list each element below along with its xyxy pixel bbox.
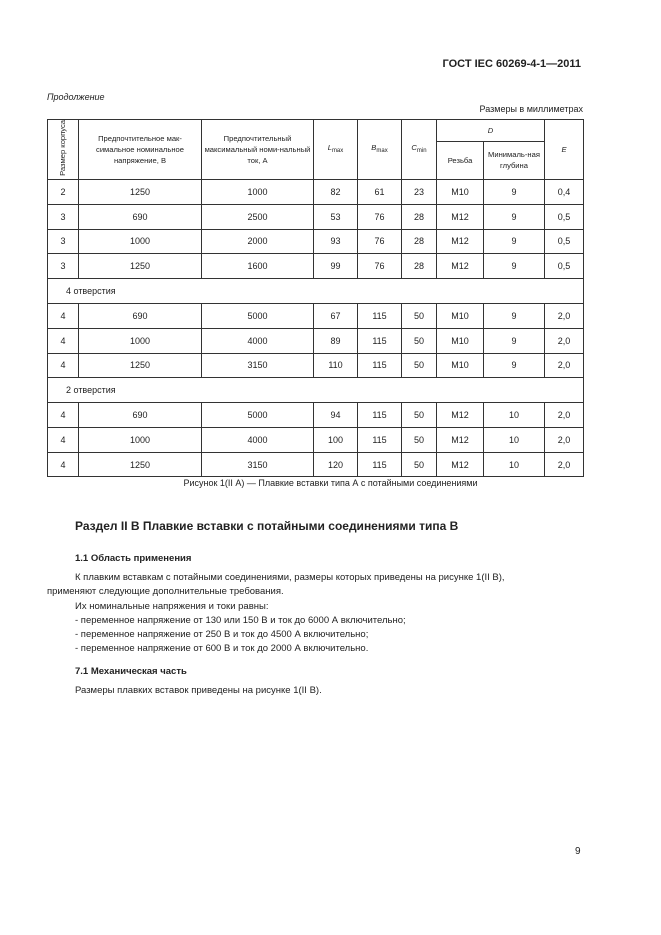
continuation-label: Продолжение [47,92,105,102]
table-cell: 1000 [79,328,202,353]
table-cell: 93 [314,229,358,254]
page-number: 9 [575,846,581,857]
table-cell: 10 [484,452,545,477]
table-cell: 110 [314,353,358,378]
header-size: Размер корпуса [48,120,79,180]
header-e: E [545,120,584,180]
table-cell: 4 [48,427,79,452]
table-cell: 0,5 [545,254,584,279]
dimensions-table [47,119,584,477]
table-cell: 9 [484,353,545,378]
header-bmax: $B_{max}$ [358,120,402,180]
table-cell: 2000 [202,229,314,254]
table-cell: 76 [358,204,402,229]
header-current: Предпочтительный максимальный номи-нальный ток, А [202,120,314,180]
table-cell: 4000 [202,328,314,353]
table-row [48,179,584,204]
table-cell: M10 [437,179,484,204]
table-row [48,204,584,229]
table-cell: 4 [48,452,79,477]
table-row [48,229,584,254]
table-cell: 50 [402,303,437,328]
table-cell: 67 [314,303,358,328]
table-cell: 1250 [79,353,202,378]
table-cell: M12 [437,254,484,279]
paragraph-line: применяют следующие дополнительные требования. [47,586,284,597]
table-cell: 3150 [202,353,314,378]
table-cell: 100 [314,427,358,452]
table-cell: 115 [358,303,402,328]
table-row [48,328,584,353]
table-cell: 9 [484,303,545,328]
table-cell: 2,0 [545,427,584,452]
table-cell: 10 [484,427,545,452]
table-cell: M12 [437,229,484,254]
table-cell: 76 [358,229,402,254]
table-cell: 690 [79,303,202,328]
table-cell: 2,0 [545,303,584,328]
paragraph-line: К плавким вставкам с потайными соединениями, размеры которых приведены на рисунке 1(II В), [75,572,505,583]
table-cell: 4000 [202,427,314,452]
table-cell: 0,5 [545,229,584,254]
section-title: Раздел II В Плавкие вставки с потайными соединениями типа В [75,519,459,533]
table-cell: 28 [402,254,437,279]
table-cell: 120 [314,452,358,477]
list-item: - переменное напряжение от 130 или 150 В и ток до 6000 А включительно; [75,615,406,626]
header-voltage: Предпочтительное мак-симальное номинальное напряжение, В [79,120,202,180]
header-min-depth: Минималь-ная глубина [484,141,545,179]
table-cell: 4 [48,403,79,428]
table-cell: 1600 [202,254,314,279]
subsection-heading-scope: 1.1 Область применения [75,553,192,564]
table-cell: 1000 [79,427,202,452]
table-cell: 690 [79,204,202,229]
table-row [48,403,584,428]
table-cell: 4 [48,328,79,353]
table-cell: 5000 [202,303,314,328]
document-header: ГОСТ IEC 60269-4-1—2011 [442,58,581,70]
table-row [48,427,584,452]
table-cell: 2500 [202,204,314,229]
table-cell: 23 [402,179,437,204]
table-cell: 2,0 [545,353,584,378]
table-cell: 53 [314,204,358,229]
table-cell: 50 [402,403,437,428]
figure-caption: Рисунок 1(II А) — Плавкие вставки типа А с потайными соединениями [183,478,478,488]
table-cell: 9 [484,328,545,353]
table-cell: 2,0 [545,328,584,353]
table-cell: 115 [358,403,402,428]
table-cell: 94 [314,403,358,428]
header-lmax: $L_{max}$ [314,120,358,180]
table-cell: 50 [402,328,437,353]
table-cell: M12 [437,452,484,477]
units-label: Размеры в миллиметрах [479,104,583,114]
table-cell: 690 [79,403,202,428]
group-label: 2 отверстия [48,378,584,403]
table-cell: 2,0 [545,403,584,428]
table-cell: 1250 [79,254,202,279]
table-cell: 50 [402,427,437,452]
table-cell: M12 [437,204,484,229]
table-cell: 2 [48,179,79,204]
list-item: - переменное напряжение от 250 В и ток до 4500 А включительно; [75,629,369,640]
table-cell: 3 [48,229,79,254]
table-cell: 9 [484,179,545,204]
table-cell: 1000 [79,229,202,254]
table-cell: 115 [358,452,402,477]
table-cell: 1000 [202,179,314,204]
table-cell: 9 [484,254,545,279]
subsection-heading-mechanical: 7.1 Механическая часть [75,666,187,677]
table-cell: 9 [484,229,545,254]
table-cell: 2,0 [545,452,584,477]
table-cell: 50 [402,353,437,378]
table-cell: M10 [437,328,484,353]
table-cell: 1250 [79,452,202,477]
table-cell: 0,5 [545,204,584,229]
table-cell: 3 [48,254,79,279]
table-cell: M10 [437,353,484,378]
table-cell: 10 [484,403,545,428]
table-cell: 115 [358,353,402,378]
table-cell: 115 [358,427,402,452]
group-label: 4 отверстия [48,279,584,304]
table-cell: 4 [48,353,79,378]
paragraph-line: Размеры плавких вставок приведены на рисунке 1(II В). [75,685,322,696]
header-d: D [437,120,545,142]
table-row [48,303,584,328]
table-cell: 99 [314,254,358,279]
table-cell: 3 [48,204,79,229]
table-cell: M12 [437,427,484,452]
table-cell: 1250 [79,179,202,204]
table-group-row [48,378,584,403]
table-cell: 4 [48,303,79,328]
table-cell: 61 [358,179,402,204]
table-cell: 115 [358,328,402,353]
list-item: - переменное напряжение от 600 В и ток до 2000 А включительно. [75,643,369,654]
table-cell: 5000 [202,403,314,428]
table-cell: 3150 [202,452,314,477]
table-cell: 76 [358,254,402,279]
header-thread: Резьба [437,141,484,179]
table-cell: 28 [402,204,437,229]
table-cell: M10 [437,303,484,328]
table-cell: 28 [402,229,437,254]
table-row [48,254,584,279]
table-body [48,179,584,477]
table-row [48,452,584,477]
table-group-row [48,279,584,304]
paragraph-line: Их номинальные напряжения и токи равны: [75,601,269,612]
table-cell: M12 [437,403,484,428]
table-cell: 9 [484,204,545,229]
table-cell: 89 [314,328,358,353]
table-cell: 82 [314,179,358,204]
table-row [48,353,584,378]
table-cell: 50 [402,452,437,477]
table-cell: 0,4 [545,179,584,204]
header-cmin: $C_{min}$ [402,120,437,180]
